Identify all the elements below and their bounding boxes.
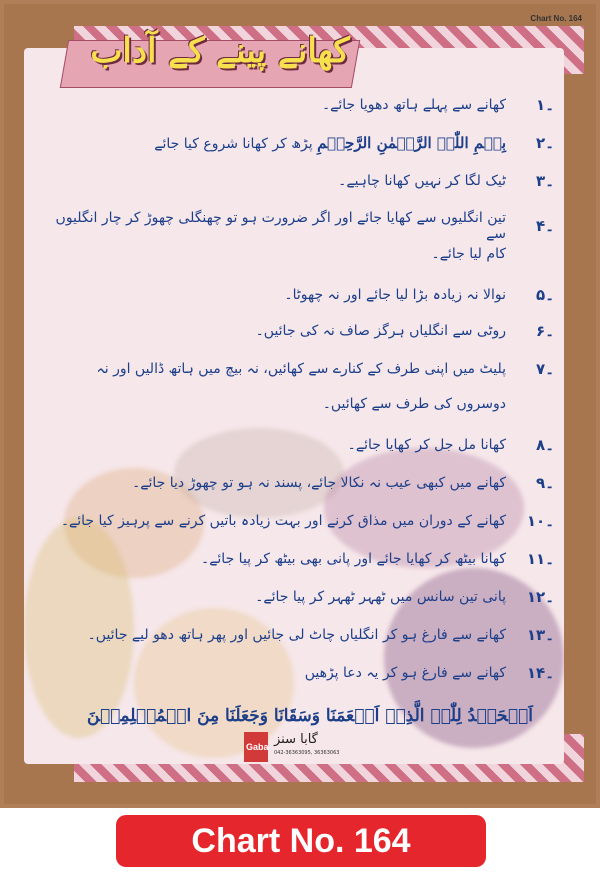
item-number: ۲۔ — [536, 134, 554, 152]
list-item — [44, 474, 554, 492]
item-text: پلیٹ میں اپنی طرف کے کنارے سے کھائیں، نہ بیچ میں ہاتھ ڈالیں اور نہ — [96, 361, 506, 377]
item-number: ۱۴۔ — [526, 664, 554, 682]
list-item — [44, 664, 554, 682]
item-text: کھانا بیٹھ کر کھایا جائے اور پانی بھی بیٹھ کر پیا جائے۔ — [201, 551, 506, 567]
item-text: روٹی سے انگلیاں ہرگز صاف نہ کی جائیں۔ — [255, 323, 506, 339]
item-text: ٹیک لگا کر نہیں کھانا چاہیے۔ — [338, 173, 506, 189]
list-item-continuation — [44, 396, 554, 412]
item-number: ۵۔ — [536, 286, 554, 304]
list-item — [44, 588, 554, 606]
list-item — [44, 210, 554, 242]
logo-mark-text: Gaba — [246, 742, 269, 752]
item-number: ۴۔ — [536, 217, 554, 235]
item-text: پڑھ کر کھانا شروع کیا جائے — [154, 136, 313, 152]
item-text: کھانا مل جل کر کھایا جائے۔ — [347, 437, 506, 453]
item-number: ۱۲۔ — [526, 588, 554, 606]
publisher-logo — [244, 732, 364, 762]
page-title: کھانے پینے کے آداب — [90, 31, 350, 71]
list-item — [44, 360, 554, 378]
publisher-phone: 042-36363095, 36363063 — [274, 750, 340, 756]
list-item — [44, 436, 554, 454]
item-number: ۳۔ — [536, 172, 554, 190]
chart-number-small: Chart No. 164 — [530, 14, 582, 23]
item-text: تین انگلیوں سے کھایا جائے اور اگر ضرورت ہو تو چھنگلی چھوڑ کر چار انگلیوں سے — [55, 210, 506, 242]
logo-mark-box — [244, 732, 268, 762]
item-number: ۱۳۔ — [526, 626, 554, 644]
chart-number-label: Chart No. 164 — [116, 815, 486, 867]
item-text: نوالا نہ زیادہ بڑا لیا جائے اور نہ چھوٹا۔ — [284, 287, 506, 303]
list-item — [44, 172, 554, 190]
item-number: ۱۱۔ — [526, 550, 554, 568]
item-text: کام لیا جائے۔ — [431, 246, 506, 262]
list-item — [44, 512, 554, 530]
item-text: کھانے میں کبھی عیب نہ نکالا جائے، پسند نہ ہو تو چھوڑ دیا جائے۔ — [132, 475, 506, 491]
item-number: ۱۔ — [536, 96, 554, 114]
item-number: ۹۔ — [536, 474, 554, 492]
list-item — [44, 322, 554, 340]
item-text: کھانے سے پہلے ہاتھ دھویا جائے۔ — [321, 97, 506, 113]
item-number: ۸۔ — [536, 436, 554, 454]
item-text: کھانے کے دوران میں مذاق کرنے اور بہت زیادہ باتیں کرنے سے پرہیز کیا جائے۔ — [60, 513, 506, 529]
item-number: ۱۰۔ — [526, 512, 554, 530]
list-item — [44, 286, 554, 304]
item-text: پانی تین سانس میں ٹھہر ٹھہر کر پیا جائے۔ — [255, 589, 506, 605]
publisher-name: گابا سنز — [274, 732, 318, 747]
list-item-continuation — [44, 246, 554, 262]
item-text-wrapper — [44, 134, 516, 152]
item-text: کھانے سے فارغ ہو کر انگلیاں چاٹ لی جائیں اور پھر ہاتھ دھو لیے جائیں۔ — [87, 627, 506, 643]
item-number: ۶۔ — [536, 322, 554, 340]
item-text: دوسروں کی طرف سے کھائیں۔ — [322, 396, 506, 412]
list-item — [44, 96, 554, 114]
list-item — [44, 134, 554, 152]
list-item — [44, 626, 554, 644]
item-number: ۷۔ — [536, 360, 554, 378]
dua-text: اَلۡحَمۡدُ لِلّٰہِ الَّذِیۡ اَطۡعَمَنَا وَسَقَانَا وَجَعَلَنَا مِنَ الۡمُسۡلِمِیۡنَ — [87, 706, 533, 726]
bismillah-text: بِسۡمِ اللّٰہِ الرَّحۡمٰنِ الرَّحِیۡمِ — [317, 134, 506, 152]
list-item — [44, 550, 554, 568]
item-text: کھانے سے فارغ ہو کر یہ دعا پڑھیں — [304, 665, 506, 681]
